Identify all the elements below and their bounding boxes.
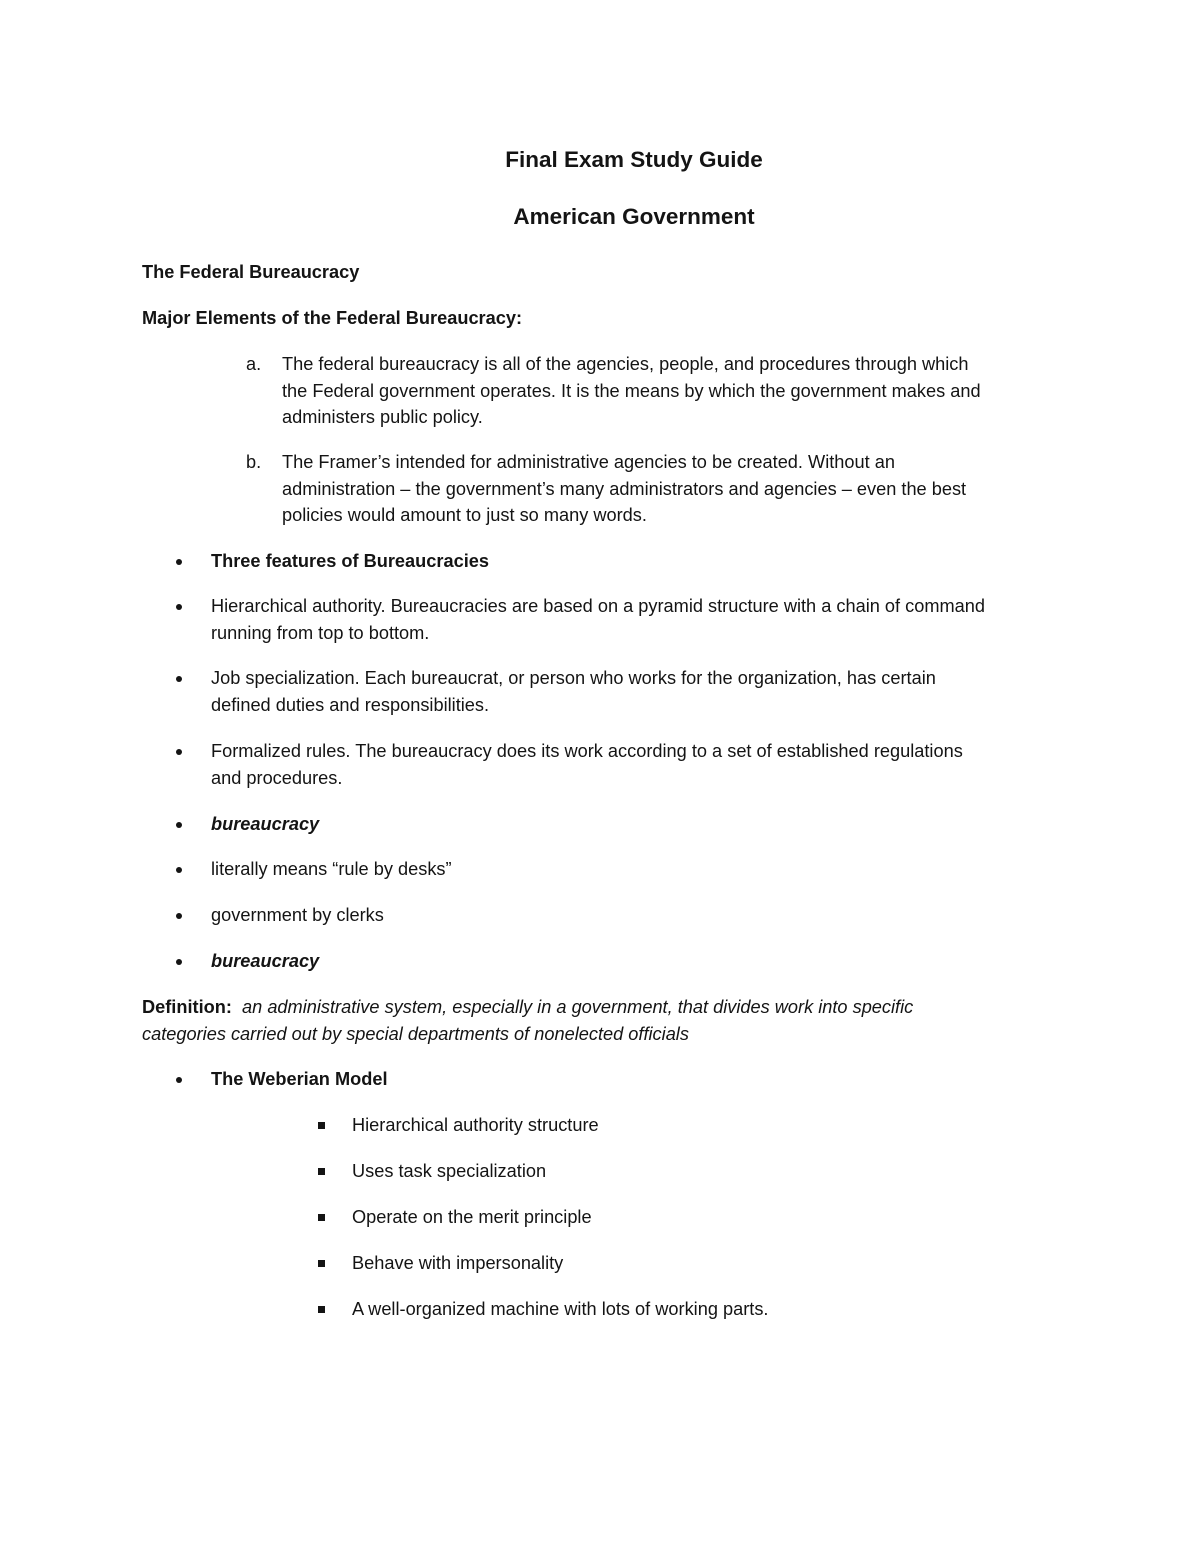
text-line: and procedures. [211, 767, 343, 788]
text-line: bureaucracy [211, 814, 320, 834]
square-bullet-icon [318, 1168, 325, 1175]
definition-label: Definition: [142, 997, 232, 1017]
text-line: Job specialization. Each bureaucrat, or person who works for the organization, has certain [211, 668, 936, 688]
lettered-item [282, 449, 966, 529]
bullet-icon [176, 559, 182, 565]
sub-bullet-item: Hierarchical authority structure [352, 1115, 599, 1135]
bullet-icon [176, 822, 182, 828]
list-marker: a. [246, 354, 262, 374]
list-marker: b. [246, 452, 262, 472]
text-line: categories carried out by special departments of nonelected officials [142, 1023, 689, 1044]
bullet-icon [176, 1077, 182, 1083]
text-line: Hierarchical authority. Bureaucracies are based on a pyramid structure with a chain of command [211, 596, 986, 616]
lettered-item [282, 351, 981, 431]
bullet-item [211, 665, 936, 718]
square-bullet-icon [318, 1306, 325, 1313]
sub-bullet-item: Behave with impersonality [352, 1253, 564, 1273]
text-line: government by clerks [211, 905, 384, 925]
text-line: administers public policy. [282, 407, 483, 427]
text-line: The Framer’s intended for administrative agencies to be created. Without an [282, 452, 895, 472]
bullet-icon [176, 604, 182, 610]
document-subtitle: American Government [513, 204, 755, 229]
text-line: literally means “rule by desks” [211, 859, 452, 879]
bullet-item [211, 593, 985, 646]
sub-bullet-item: A well-organized machine with lots of working parts. [352, 1299, 769, 1319]
bullet-icon [176, 959, 182, 965]
section-heading: The Federal Bureaucracy [142, 262, 360, 282]
sub-bullet-item: Operate on the merit principle [352, 1207, 592, 1227]
text-line: Formalized rules. The bureaucracy does its work according to a set of established regulations [211, 741, 963, 761]
weberian-heading: The Weberian Model [211, 1069, 388, 1089]
square-bullet-icon [318, 1260, 325, 1267]
subheading: Major Elements of the Federal Bureaucracy: [142, 308, 523, 328]
bullet-item [211, 856, 452, 883]
bullet-icon [176, 749, 182, 755]
text-line [142, 994, 913, 1021]
square-bullet-icon [318, 1214, 325, 1221]
bullet-item [211, 548, 489, 575]
text-line: Three features of Bureaucracies [211, 551, 489, 571]
sub-bullet-item: Uses task specialization [352, 1161, 547, 1181]
bullet-icon [176, 867, 182, 873]
definition [142, 994, 913, 1047]
square-bullet-icon [318, 1122, 325, 1129]
bullet-icon [176, 913, 182, 919]
bullet-icon [176, 676, 182, 682]
text-line: defined duties and responsibilities. [211, 694, 490, 715]
text-line: policies would amount to just so many words. [282, 505, 647, 525]
text-line: running from top to bottom. [211, 622, 430, 643]
text-line: administration – the government’s many administrators and agencies – even the best [282, 478, 967, 499]
bullet-item [211, 948, 319, 975]
definition-text: an administrative system, especially in a government, that divides work into specific [242, 997, 914, 1017]
text-line: bureaucracy [211, 951, 320, 971]
bullet-item [211, 811, 319, 838]
text-line: the Federal government operates. It is the means by which the government makes and [282, 380, 981, 401]
document-title: Final Exam Study Guide [505, 147, 763, 172]
text-line: The federal bureaucracy is all of the agencies, people, and procedures through which [282, 354, 969, 374]
bullet-item [211, 902, 384, 929]
bullet-item [211, 738, 963, 791]
